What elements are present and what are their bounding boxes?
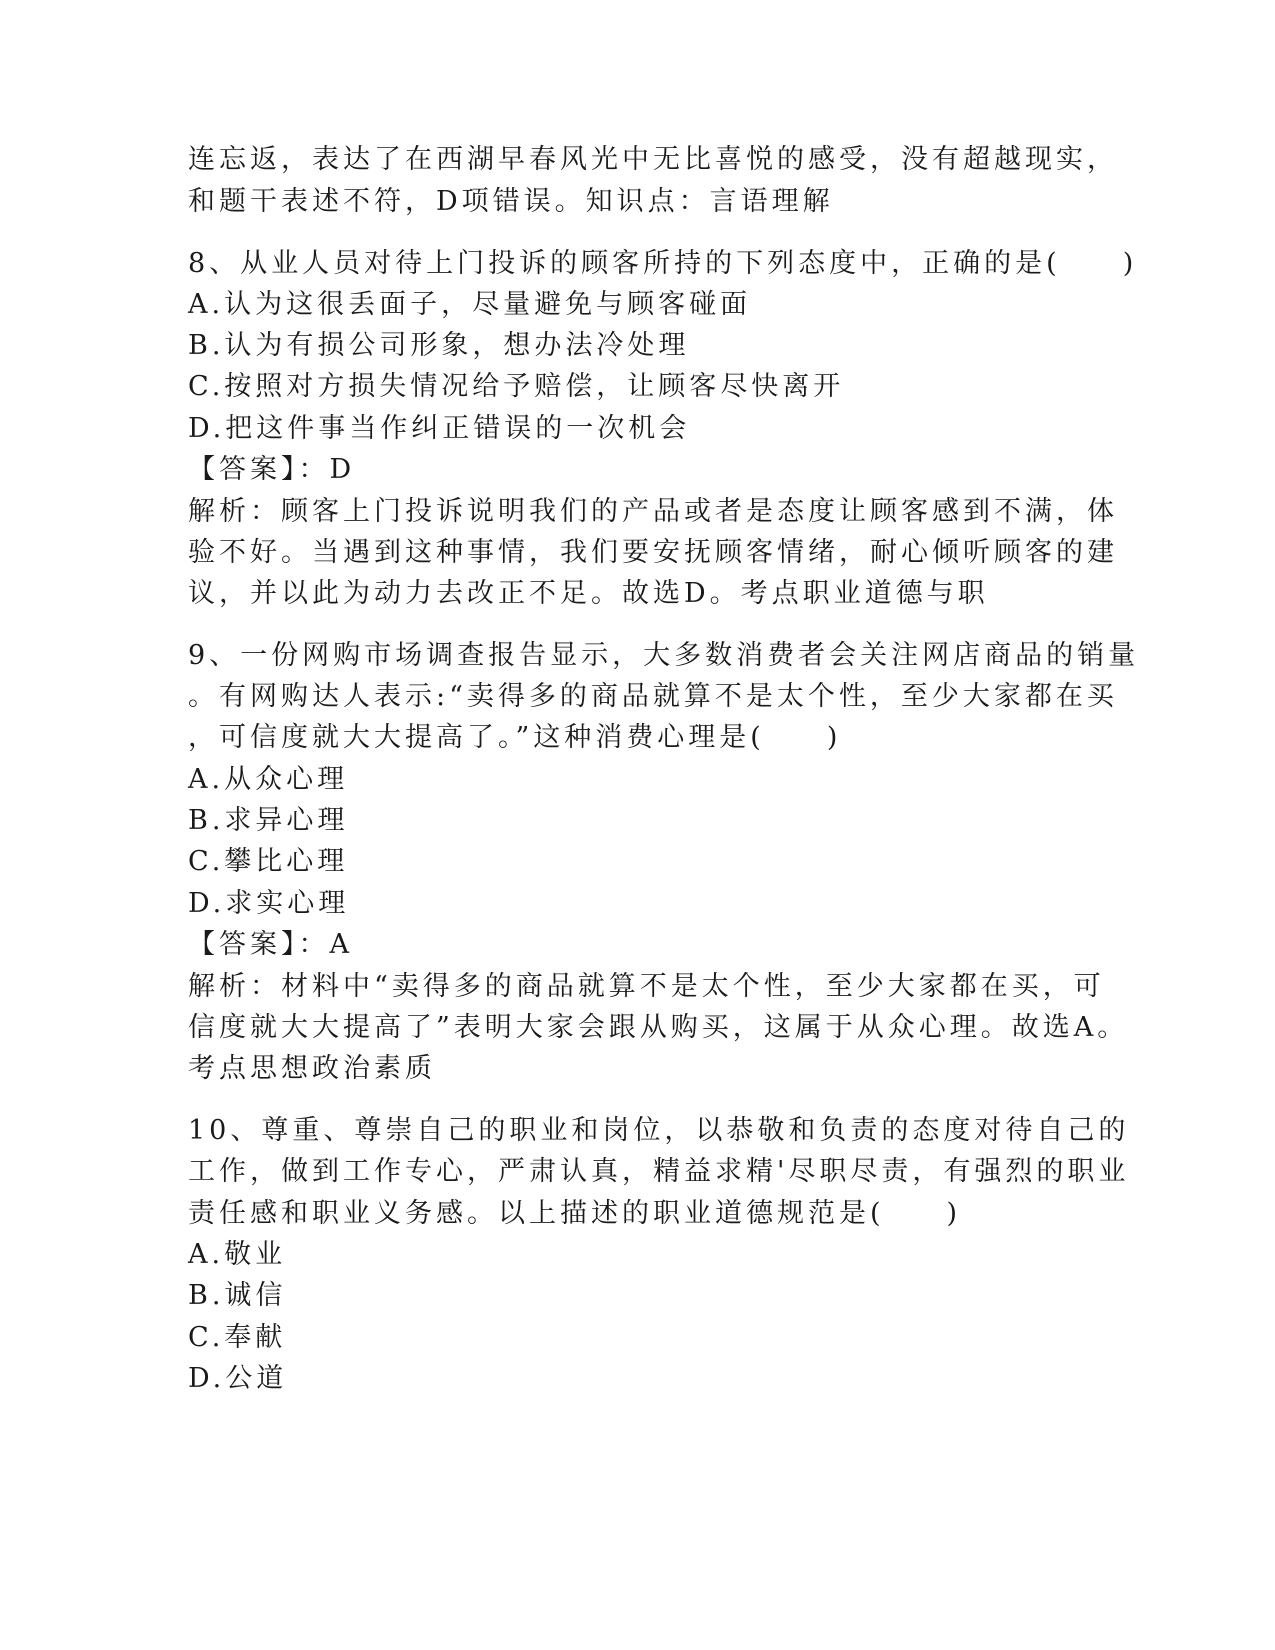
question-10-option-c: C.奉献	[188, 1322, 287, 1353]
intro-line: 连忘返，表达了在西湖早春风光中无比喜悦的感受，没有超越现实，	[188, 144, 1118, 175]
intro-line: 和题干表述不符，D项错误。知识点：言语理解	[188, 186, 834, 217]
question-8-analysis: 议，并以此为动力去改正不足。故选D。考点职业道德与职	[188, 578, 989, 609]
question-9-analysis: 解析：材料中“卖得多的商品就算不是太个性，至少大家都在买，可	[188, 971, 1105, 1002]
question-8-option-b: B.认为有损公司形象，想办法冷处理	[188, 330, 690, 361]
question-9-option-a: A.从众心理	[188, 764, 349, 795]
question-9-answer: 【答案】：A	[188, 929, 353, 960]
question-10-stem: 责任感和职业义务感。以上描述的职业道德规范是( )	[188, 1198, 962, 1229]
question-10-option-d: D.公道	[188, 1363, 288, 1394]
question-10-option-b: B.诚信	[188, 1280, 287, 1311]
question-9-analysis: 信度就大大提高了”表明大家会跟从购买，这属于从众心理。故选A。	[188, 1012, 1129, 1043]
question-10-stem: 10、尊重、尊崇自己的职业和岗位，以恭敬和负责的态度对待自己的	[188, 1115, 1130, 1146]
question-9-analysis: 考点思想政治素质	[188, 1053, 436, 1084]
question-9-option-d: D.求实心理	[188, 888, 350, 919]
question-8-option-d: D.把这件事当作纠正错误的一次机会	[188, 413, 691, 444]
question-8-option-a: A.认为这很丢面子，尽量避免与顾客碰面	[188, 289, 752, 320]
question-8-answer: 【答案】：D	[188, 454, 356, 485]
question-8-analysis: 解析：顾客上门投诉说明我们的产品或者是态度让顾客感到不满，体	[188, 496, 1118, 527]
question-9-option-b: B.求异心理	[188, 805, 349, 836]
question-9-stem: 9、一份网购市场调查报告显示，大多数消费者会关注网店商品的销量	[188, 640, 1140, 671]
question-9-stem: ，可信度就大大提高了。”这种消费心理是( )	[188, 722, 842, 753]
question-9-stem: 。有网购达人表示:“卖得多的商品就算不是太个性，至少大家都在买	[188, 681, 1118, 712]
question-9-option-c: C.攀比心理	[188, 846, 349, 877]
question-8-option-c: C.按照对方损失情况给予赔偿，让顾客尽快离开	[188, 371, 845, 402]
question-10-option-a: A.敬业	[188, 1239, 287, 1270]
question-8-analysis: 验不好。当遇到这种事情，我们要安抚顾客情绪，耐心倾听顾客的建	[188, 537, 1118, 568]
question-8-stem: 8、从业人员对待上门投诉的顾客所持的下列态度中，正确的是( )	[188, 248, 1138, 279]
question-10-stem: 工作，做到工作专心，严肃认真，精益求精'尽职尽责，有强烈的职业	[188, 1156, 1130, 1187]
